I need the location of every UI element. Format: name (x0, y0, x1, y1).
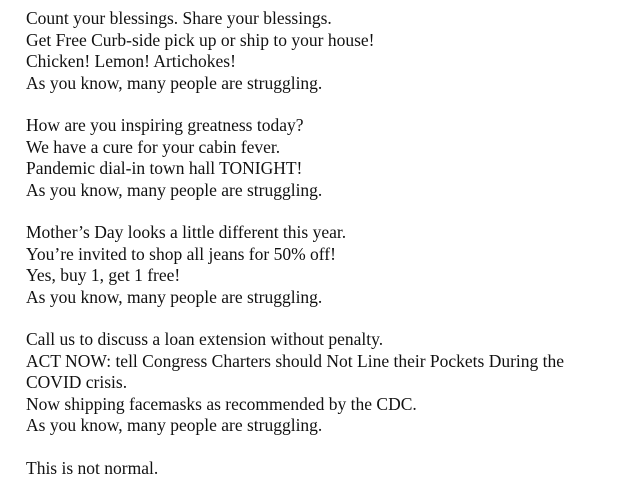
poem-line: Count your blessings. Share your blessings. (26, 8, 332, 28)
refrain-line: As you know, many people are struggling. (26, 179, 323, 200)
poem-line: Pandemic dial-in town hall TONIGHT! (26, 158, 303, 178)
poem-document (26, 8, 616, 479)
poem-line: Now shipping facemasks as recommended by the CDC. (26, 393, 417, 414)
poem-line: How are you inspiring greatness today? (26, 115, 304, 135)
poem-line: Yes, buy 1, get 1 free! (26, 265, 181, 285)
poem-line: Get Free Curb-side pick up or ship to your house! (26, 29, 375, 50)
stanza-1 (26, 8, 616, 94)
stanza-3 (26, 222, 616, 308)
closing-line: This is not normal. (26, 457, 159, 478)
stanza-2 (26, 115, 616, 201)
refrain-line: As you know, many people are struggling. (26, 286, 323, 307)
closing-stanza (26, 458, 616, 480)
refrain-line: As you know, many people are struggling. (26, 415, 323, 435)
refrain-line: As you know, many people are struggling. (26, 72, 323, 93)
poem-line: Chicken! Lemon! Artichokes! (26, 51, 236, 71)
stanza-4 (26, 329, 616, 437)
poem-line: ACT NOW: tell Congress Charters should Not Line their Pockets During the COVID crisis. (26, 350, 565, 392)
poem-line: Mother’s Day looks a little different this year. (26, 222, 347, 242)
poem-line: We have a cure for your cabin fever. (26, 136, 281, 157)
poem-line: Call us to discuss a loan extension without penalty. (26, 329, 384, 349)
poem-line: You’re invited to shop all jeans for 50% off! (26, 243, 336, 264)
